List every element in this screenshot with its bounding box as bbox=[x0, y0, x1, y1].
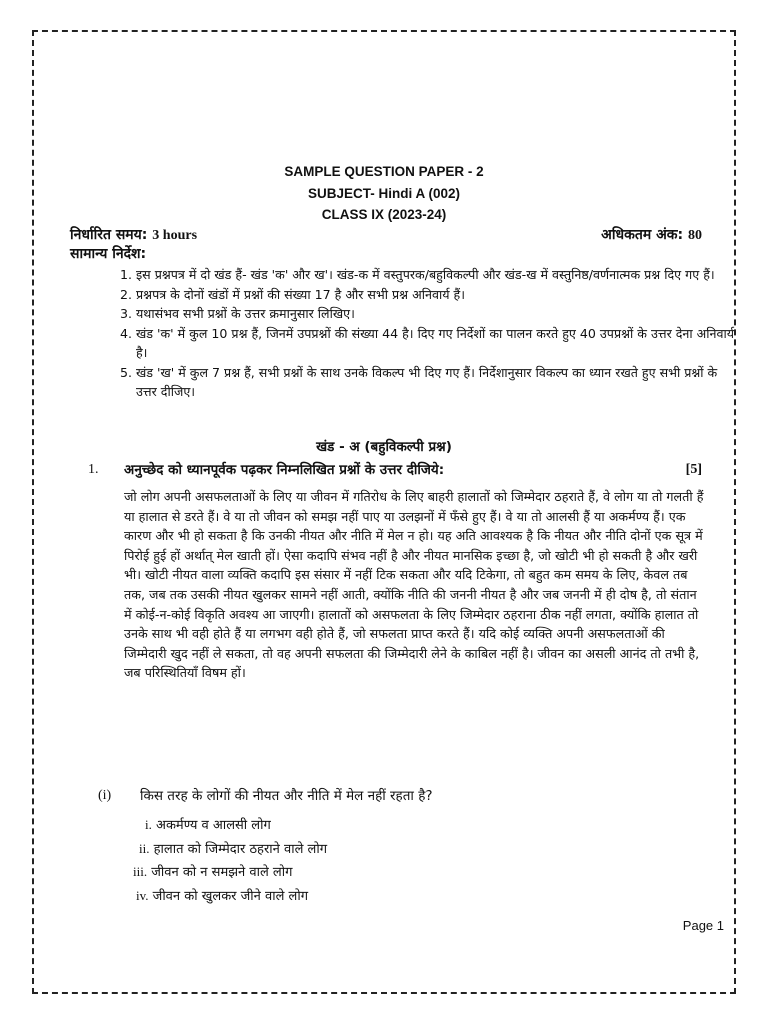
marks-value: 80 bbox=[688, 228, 702, 243]
option-2 bbox=[139, 839, 327, 857]
option-3 bbox=[133, 862, 292, 880]
instruction-item: 4. खंड 'क' में कुल 10 प्रश्न हैं, जिनमें उपप्रश्नों की संख्या 44 है। दिए गए निर्देशों का पालन करते हुए 40 उपप्रश्नों के उत्तर देना अनिवार्य है। bbox=[136, 324, 736, 363]
option-number: iv. bbox=[136, 888, 149, 903]
instruction-list bbox=[108, 265, 736, 402]
page-number: Page 1 bbox=[682, 918, 724, 933]
time-allowed bbox=[70, 225, 197, 244]
option-text: जीवन को न समझने वाले लोग bbox=[151, 865, 293, 880]
option-4 bbox=[136, 886, 308, 904]
section-title: खंड - अ (बहुविकल्पी प्रश्न) bbox=[316, 439, 452, 455]
time-value: 3 hours bbox=[152, 228, 198, 243]
option-number: i. bbox=[145, 817, 152, 832]
instruction-item: 5. खंड 'ख' में कुल 7 प्रश्न हैं, सभी प्रश्नों के साथ उनके विकल्प भी दिए गए हैं। निर्देशानुसार विकल्प का ध्यान रखते हुए सभी प्रश्नों के उत्तर दीजिए। bbox=[136, 363, 736, 402]
option-number: iii. bbox=[133, 864, 148, 879]
question-marks: [5] bbox=[685, 462, 702, 477]
option-text: जीवन को खुलकर जीने वाले लोग bbox=[152, 889, 309, 904]
instruction-item: 3. यथासंभव सभी प्रश्नों के उत्तर क्रमानुसार लिखिए। bbox=[136, 304, 736, 324]
marks-label: अधिकतम अंक: bbox=[601, 227, 684, 243]
sub-question-number: (i) bbox=[98, 788, 112, 803]
option-number: ii. bbox=[139, 841, 150, 856]
option-text: अकर्मण्य व आलसी लोग bbox=[156, 818, 271, 833]
instruction-item: 1. इस प्रश्नपत्र में दो खंड हैं- खंड 'क' और ख'। खंड-क में वस्तुपरक/बहुविकल्पी और खंड-ख में वस्तुनिष्ठ/वर्णनात्मक प्रश्न दिए गए हैं। bbox=[136, 265, 736, 285]
passage-text: जो लोग अपनी असफलताओं के लिए या जीवन में गतिरोध के लिए बाहरी हालातों को जिम्मेदार ठहराते हैं, वे लोग या तो गलती हैं या हालात से डरते हैं। वे या तो जीवन को समझ नहीं पाए या उलझनों में फँसे हुए हैं। वे या तो आलसी हैं या अकर्मण्य हैं। एक कारण और भी हो सकता है कि उनकी नीयत और नीति में मेल न हो। यह अति आवश्यक है कि नीयत और नीति दोनों एक सूत्र में पिरोई हुई हों अर्थात् मेल खाती हों। ऐसा कदापि संभव नहीं है और नीयत मानसिक इच्छा है, जो खोटी भी हो सकती है और खरी भी। खोटी नीयत वाला व्यक्ति कदापि इस संसार में नहीं टिक सकता और यदि टिकेगा, तो बहुत कम समय के लिए, केवल तब तक, जब तक उसकी नीयत खुलकर सामने नहीं आती, क्योंकि नीति की जननी नीयत है और जब जननी में ही दोष है, तो संतान में कोई-न-कोई विकृति अवश्य आ जाएगी। हालातों को असफलता के लिए जिम्मेदार ठहराना ठीक नहीं लगता, क्योंकि हालात तो उनके साथ भी वही होते हैं या लगभग वही होते हैं, जो सफलता प्राप्त करते हैं। यदि कोई व्यक्ति अपनी असफलताओं की जिम्मेदारी खुद नहीं ले सकता, तो वह अपनी सफलता की जिम्मेदारी लेने के काबिल नहीं है। जीवन का असली आनंद तो तभी है, जब परिस्थितियाँ विषम हों। bbox=[124, 489, 704, 681]
question-number: 1. bbox=[88, 462, 99, 477]
question-text: अनुच्छेद को ध्यानपूर्वक पढ़कर निम्नलिखित प्रश्नों के उत्तर दीजिये: bbox=[124, 462, 445, 478]
option-text: हालात को जिम्मेदार ठहराने वाले लोग bbox=[153, 842, 328, 857]
option-1 bbox=[145, 815, 271, 833]
paper-title: SAMPLE QUESTION PAPER - 2 bbox=[284, 164, 484, 179]
time-label: निर्धारित समय: bbox=[70, 227, 148, 243]
sub-question-text: किस तरह के लोगों की नीयत और नीति में मेल नहीं रहता है? bbox=[140, 788, 433, 804]
general-instructions-title: सामान्य निर्देश: bbox=[70, 246, 147, 262]
paper-class: CLASS IX (2023-24) bbox=[321, 207, 447, 222]
paper-subject: SUBJECT- Hindi A (002) bbox=[307, 186, 461, 201]
instruction-item: 2. प्रश्नपत्र के दोनों खंडों में प्रश्नों की संख्या 17 है और सभी प्रश्न अनिवार्य हैं। bbox=[136, 285, 736, 305]
max-marks bbox=[601, 225, 702, 244]
